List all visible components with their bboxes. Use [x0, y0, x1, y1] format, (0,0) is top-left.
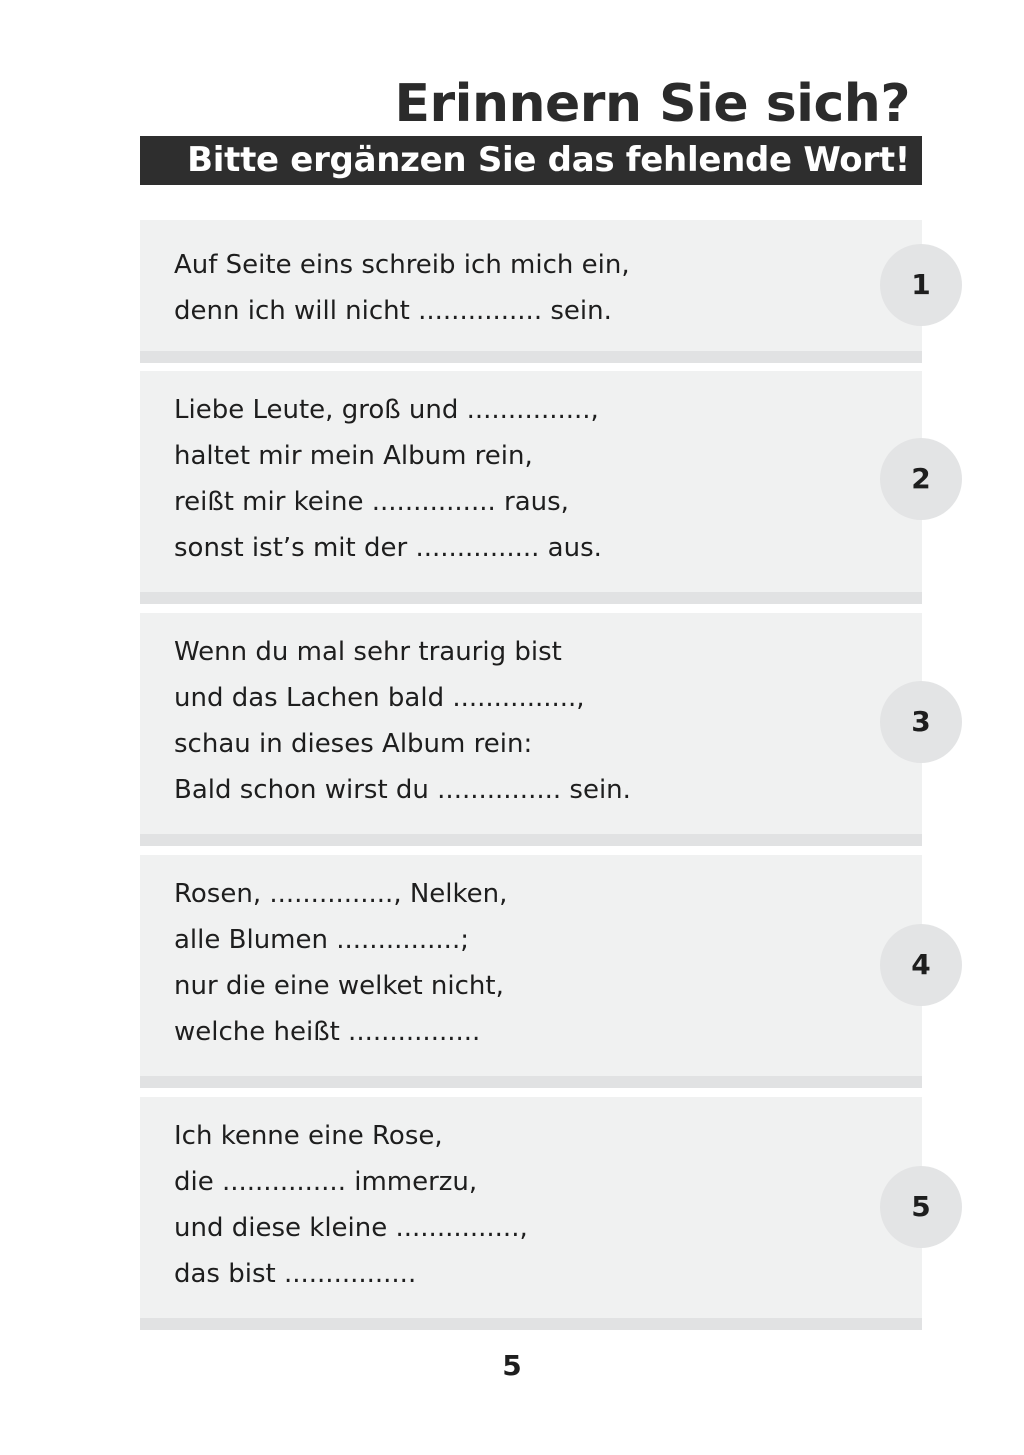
verse-card-5 — [140, 1097, 922, 1330]
verse-line: denn ich will nicht ............... sein. — [174, 296, 612, 326]
verse-line: reißt mir keine ............... raus, — [174, 487, 569, 517]
verse-line: die ............... immerzu, — [174, 1167, 478, 1197]
page-title: Erinnern Sie sich? — [394, 74, 910, 134]
verse-lines — [174, 629, 631, 813]
verse-line: alle Blumen ...............; — [174, 925, 469, 955]
verse-line: das bist ................ — [174, 1259, 417, 1289]
verse-card-4 — [140, 855, 922, 1088]
card-bottom-strip — [140, 1318, 922, 1330]
verse-line: nur die eine welket nicht, — [174, 971, 504, 1001]
verse-line: Wenn du mal sehr traurig bist — [174, 637, 562, 667]
subtitle-bar — [140, 136, 922, 185]
card-bottom-strip — [140, 1076, 922, 1088]
card-bottom-strip — [140, 351, 922, 363]
verse-line: und das Lachen bald ..............., — [174, 683, 585, 713]
card-bottom-strip — [140, 592, 922, 604]
verse-number-badge-5: 5 — [880, 1166, 962, 1248]
card-bottom-strip — [140, 834, 922, 846]
verse-lines — [174, 1113, 528, 1297]
verse-card-3 — [140, 613, 922, 846]
verse-line: sonst ist’s mit der ............... aus. — [174, 533, 602, 563]
subtitle: Bitte ergänzen Sie das fehlende Wort! — [187, 140, 910, 180]
verse-number-badge-3: 3 — [880, 681, 962, 763]
verse-card-1 — [140, 220, 922, 363]
page-number: 5 — [502, 1349, 522, 1382]
verse-line: Ich kenne eine Rose, — [174, 1121, 443, 1151]
verse-number-badge-4: 4 — [880, 924, 962, 1006]
verse-line: haltet mir mein Album rein, — [174, 441, 533, 471]
verse-lines — [174, 242, 630, 334]
verse-line: Auf Seite eins schreib ich mich ein, — [174, 250, 630, 280]
verse-line: schau in dieses Album rein: — [174, 729, 533, 759]
verse-line: Bald schon wirst du ............... sein. — [174, 775, 631, 805]
verse-number-badge-2: 2 — [880, 438, 962, 520]
verse-line: welche heißt ................ — [174, 1017, 481, 1047]
verse-number-badge-1: 1 — [880, 244, 962, 326]
verse-card-2 — [140, 371, 922, 604]
verse-lines — [174, 387, 602, 571]
verse-line: und diese kleine ..............., — [174, 1213, 528, 1243]
verse-line: Rosen, ..............., Nelken, — [174, 879, 508, 909]
verse-lines — [174, 871, 507, 1055]
verse-line: Liebe Leute, groß und ..............., — [174, 395, 599, 425]
